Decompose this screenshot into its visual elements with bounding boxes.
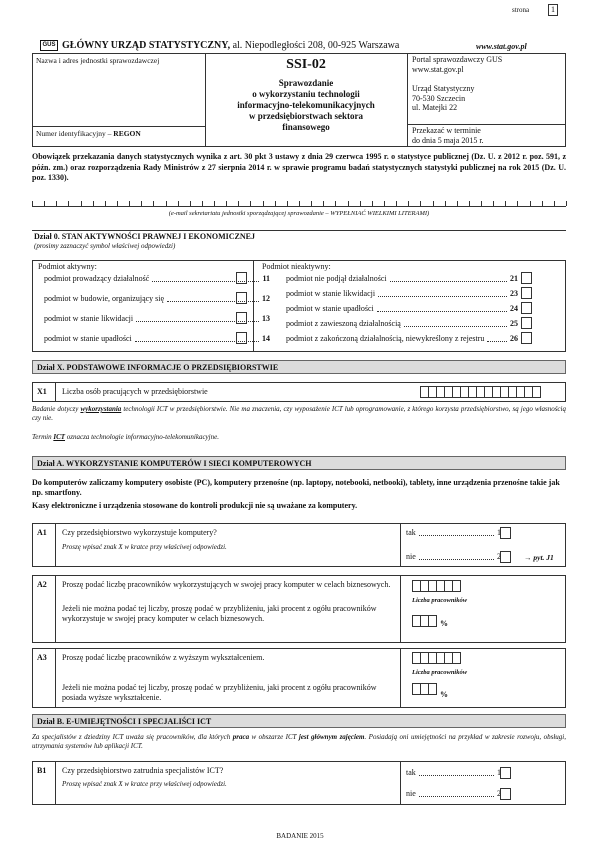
legal-text: Obowiązek przekazania danych statystycznych wynika z art. 30 pkt 3 ustawy z dnia 29 czerwca 1995 r. o statystyce publicznej (Dz. U. z 2012 r. poz. 591, z późn. zm.) oraz rozporządzenia Rady Ministrów z 27 sierpnia 2014 r. w sprawie programu badań statystycznych statystyki publicznej na rok 2015 (Dz. U. poz. 1330). [32,152,566,182]
status-label: podmiot w stanie upadłości [286,304,374,313]
status-code: 23 [510,289,518,298]
status-checkbox[interactable] [521,272,532,284]
a1-no-checkbox[interactable] [500,551,511,563]
office-info: Urząd Statystyczny 70-530 Szczecin ul. Matejki 22 [412,84,475,112]
a3-percent-sign: % [440,690,448,699]
ict-note: Termin ICT oznacza technologie informacyjno-telekomunikacyjne. [32,433,219,441]
a3-text2: Jeżeli nie można podać tej liczby, proszę podać w przybliżeniu, jaki procent z ogółu pracowników posiada wyższe wykształcenie. [62,683,377,702]
a2-number: A2 [37,580,47,589]
digit-cell[interactable] [452,580,461,592]
deadline: Przekazać w terminie do dnia 5 maja 2015 r. [412,126,484,145]
status-code: 11 [262,274,270,283]
status-option[interactable] [286,304,518,314]
section0-title: Dział 0. STAN AKTYWNOŚCI PRAWNEJ I EKONOMICZNEJ [34,232,255,241]
status-checkbox[interactable] [521,317,532,329]
office-header [62,40,399,52]
x1-input[interactable] [420,386,540,398]
form-title: Sprawozdanie o wykorzystaniu technologii informacyjno-telekomunikacyjnych w przedsiębiorstwach sektora finansowego [237,78,375,132]
status-code: 24 [510,304,518,313]
status-code: 14 [262,334,270,343]
status-code: 26 [510,334,518,343]
status-checkbox[interactable] [236,292,247,304]
digit-cell[interactable] [428,683,437,695]
footer: BADANIE 2015 [276,832,324,840]
status-option[interactable] [286,274,518,284]
status-checkbox[interactable] [236,272,247,284]
status-code: 13 [262,314,270,323]
status-label: podmiot prowadzący działalność [44,274,150,283]
x1-number: X1 [37,387,47,396]
status-code: 21 [510,274,518,283]
status-option[interactable] [286,319,518,329]
b1-hint: Proszę wpisać znak X w kratce przy właściwej odpowiedzi. [62,780,227,788]
status-code: 12 [262,294,270,303]
b1-yes-option[interactable]: tak 1 [406,768,501,777]
status-checkbox[interactable] [236,312,247,324]
name-label: Nazwa i adres jednostki sprawozdawczej [36,56,160,65]
office-name: GŁÓWNY URZĄD STATYSTYCZNY, [62,40,231,51]
a1-text: Czy przedsiębiorstwo wykorzystuje komputery? [62,528,217,537]
a2-workers-input[interactable] [412,580,460,592]
x1-text: Liczba osób pracujących w przedsiębiorstwie [62,387,208,396]
digit-cell[interactable] [452,652,461,664]
status-label: podmiot z zawieszoną działalnością [286,319,401,328]
sectionA-header: Dział A. WYKORZYSTANIE KOMPUTERÓW I SIECI KOMPUTEROWYCH [32,456,566,470]
b1-text: Czy przedsiębiorstwo zatrudnia specjalistów ICT? [62,766,224,775]
inactive-title: Podmiot nieaktywny: [262,262,331,271]
form-code: SSI-02 [286,57,326,72]
website: www.stat.gov.pl [476,42,527,51]
a2-workers-caption: Liczba pracowników [412,597,468,604]
a1-no-option[interactable]: nie 2 [406,552,501,561]
status-code: 25 [510,319,518,328]
digit-cell[interactable] [532,386,541,398]
x1-note: Badanie dotyczy wykorzystania technologii ICT w przedsiębiorstwie. Nie ma znaczenia, czy wyposażenie ICT lub oprogramowanie, z którego korzysta przedsiębiorstwo, są jego własnością czy nie. [32,405,566,422]
status-checkbox[interactable] [521,302,532,314]
sectionX-header: Dział X. PODSTAWOWE INFORMACJE O PRZEDSIĘBIORSTWIE [32,360,566,374]
a3-percent-input[interactable] [412,683,436,695]
a3-workers-input[interactable] [412,652,460,664]
section0-subtitle: (prosimy zaznaczyć symbol właściwej odpowiedzi) [34,242,176,250]
page-label: strona [512,6,530,14]
a2-percent-input[interactable] [412,615,436,627]
status-label: podmiot w stanie upadłości [44,334,132,343]
status-checkbox[interactable] [236,332,247,344]
a3-number: A3 [37,653,47,662]
status-option[interactable] [286,289,518,299]
status-label: podmiot w stanie likwidacji [286,289,376,298]
a1-hint: Proszę wpisać znak X w kratce przy właściwej odpowiedzi. [62,543,227,551]
status-label: podmiot nie podjął działalności [286,274,387,283]
status-label: podmiot w budowie, organizujący się [44,294,165,303]
gus-logo: GUS [40,40,58,51]
status-label: podmiot w stanie likwidacji [44,314,134,323]
status-checkbox[interactable] [521,332,532,344]
a2-percent-sign: % [440,619,448,628]
email-caption: (e-mail sekretariatu jednostki sporządzającej sprawozdanie – WYPEŁNIAĆ WIELKIMI LITERAMI) [168,210,430,217]
b1-no-checkbox[interactable] [500,788,511,800]
office-address: al. Niepodległości 208, 00-925 Warszawa [232,40,400,51]
status-label: podmiot z zakończoną działalnością, niewykreślony z rejestru [286,334,485,343]
a1-yes-option[interactable]: tak 1 [406,528,501,537]
portal-info: Portal sprawozdawczy GUS www.stat.gov.pl [412,55,503,74]
a1-yes-checkbox[interactable] [500,527,511,539]
active-title: Podmiot aktywny: [38,262,97,271]
a3-text: Proszę podać liczbę pracowników z wyższym wykształceniem. [62,653,265,662]
a1-number: A1 [37,528,47,537]
regon-label: Numer identyfikacyjny – REGON [36,129,141,138]
b1-number: B1 [37,766,47,775]
email-input[interactable] [32,197,566,207]
sectionA-intro2: Kasy elektroniczne i urządzenia stosowane do kontroli produkcji nie są uważane za komputery. [32,501,358,510]
digit-cell[interactable] [428,615,437,627]
sectionA-intro1: Do komputerów zaliczamy komputery osobiste (PC), komputery przenośne (np. laptopy, notebooki, netbooki), tablety, inne urządzenia przenośne takie jak np. smartfony. [32,478,560,497]
a2-text2: Jeżeli nie można podać tej liczby, proszę podać w przybliżeniu, jaki procent z ogółu pracowników wykorzystuje w swojej pracy komputer w celach biznesowych. [62,604,377,623]
sectionB-intro: Za specjalistów z dziedziny ICT uważa się pracowników, dla których praca w obszarze ICT jest głównym zajęciem. Posiadają oni umiejętności na przykład w zakresie rozwoju, obsługi, utrzymania systemów lub aplikacji ICT. [32,733,566,750]
b1-yes-checkbox[interactable] [500,767,511,779]
a2-text: Proszę podać liczbę pracowników wykorzystujących w swojej pracy komputer w celach biznesowych. [62,580,391,589]
status-checkbox[interactable] [521,287,532,299]
page-number: 1 [548,4,558,16]
sectionB-header: Dział B. E-UMIEJĘTNOŚCI I SPECJALIŚCI ICT [32,714,566,728]
status-option[interactable] [286,334,518,344]
a3-workers-caption: Liczba pracowników [412,669,468,676]
b1-no-option[interactable]: nie 2 [406,789,501,798]
a1-jump: → pyt. J1 [524,553,554,562]
